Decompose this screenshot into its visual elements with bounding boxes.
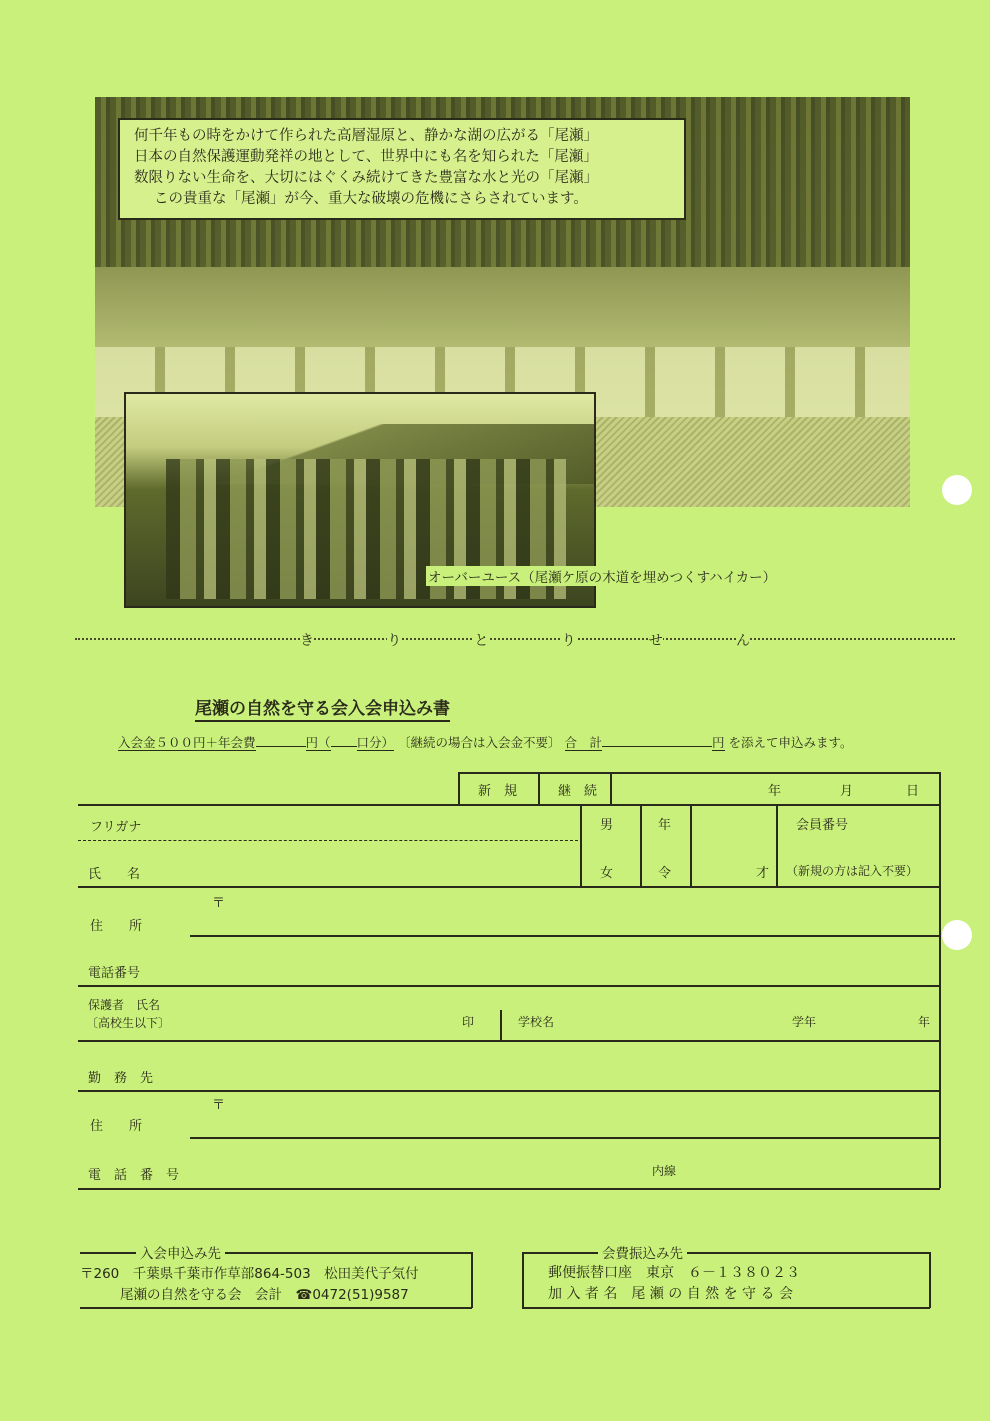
fee-amount-field[interactable]	[256, 746, 306, 747]
label-day: 日	[906, 784, 920, 799]
apply-org: 尾瀬の自然を守る会 会計 ☎0472(51)9587	[120, 1287, 409, 1303]
caption-line-3: 数限りない生命を、大切にはぐくみ続けてきた豊富な水と光の「尾瀬」	[134, 170, 598, 186]
label-work: 勤 務 先	[88, 1071, 154, 1086]
label-sai: 才	[756, 866, 770, 881]
label-month: 月	[840, 784, 854, 799]
fee-total-label: 合 計	[564, 735, 603, 750]
fee-units-field[interactable]	[331, 746, 357, 747]
apply-box-label: 入会申込み先	[136, 1242, 225, 1262]
cut-char: せ	[649, 630, 663, 650]
postal-mark: 〒	[212, 896, 226, 911]
punch-hole-top	[942, 475, 972, 505]
cut-char: り	[387, 630, 401, 650]
work-postal-mark: 〒	[212, 1098, 226, 1113]
fee-note: 〔継続の場合は入会金不要〕	[398, 735, 561, 750]
label-grade-unit: 年	[918, 1015, 931, 1029]
label-year: 年	[768, 784, 782, 799]
label-age-bottom: 令	[658, 866, 672, 881]
label-guardian-note: 〔高校生以下〕	[86, 1016, 171, 1030]
label-furigana: フリガナ	[90, 820, 142, 835]
cut-char: と	[474, 630, 488, 650]
caption-line-4: この貴重な「尾瀬」が今、重大な破壊の危機にさらされています。	[154, 191, 588, 207]
photo-caption: オーバーユース（尾瀬ケ原の木道を埋めつくすハイカー）	[426, 566, 778, 586]
fee-tail: を添えて申込みます。	[728, 735, 853, 750]
label-phone: 電話番号	[88, 966, 141, 981]
cut-char: ん	[736, 630, 750, 650]
label-age-top: 年	[658, 818, 672, 833]
label-female[interactable]: 女	[600, 866, 614, 881]
label-work-phone: 電 話 番 号	[88, 1168, 180, 1183]
apply-address: 〒260 千葉県千葉市作草部864-503 松田美代子気付	[80, 1266, 419, 1282]
fee-total-field[interactable]	[602, 746, 712, 747]
label-member-no: 会員番号	[796, 818, 849, 833]
label-male[interactable]: 男	[600, 818, 614, 833]
label-renew: 継 続	[558, 784, 598, 799]
fee-label: 入会金５００円＋年会費	[118, 735, 256, 750]
label-extension: 内線	[652, 1164, 677, 1178]
label-address: 住 所	[90, 919, 143, 934]
label-work-address: 住 所	[90, 1119, 143, 1134]
label-member-note: （新規の方は記入不要）	[786, 864, 919, 878]
transfer-account: 郵便振替口座 東京 ６－１３８０２３	[548, 1265, 800, 1281]
label-school: 学校名	[518, 1015, 555, 1029]
fee-line	[118, 733, 853, 751]
cut-char: り	[562, 630, 576, 650]
caption-line-2: 日本の自然保護運動発祥の地として、世界中にも名を知られた「尾瀬」	[134, 149, 598, 165]
caption-line-1: 何千年もの時をかけて作られた高層湿原と、静かな湖の広がる「尾瀬」	[134, 128, 598, 144]
transfer-holder: 加 入 者 名 尾 瀬 の 自 然 を 守 る 会	[548, 1286, 793, 1302]
label-guardian: 保護者 氏名	[88, 998, 161, 1012]
fee-yen: 円（	[305, 735, 331, 750]
form-title: 尾瀬の自然を守る会入会申込み書	[195, 694, 450, 722]
fee-units: 口分）	[356, 735, 395, 750]
cut-line-text	[300, 630, 750, 650]
fee-total-yen: 円	[712, 735, 725, 750]
label-name: 氏 名	[88, 867, 141, 882]
transfer-box-label: 会費振込み先	[598, 1242, 687, 1262]
label-new: 新 規	[478, 784, 518, 799]
cut-char: き	[300, 630, 314, 650]
label-grade: 学年	[792, 1015, 817, 1029]
intro-caption-box	[118, 118, 686, 220]
label-seal: 印	[462, 1015, 475, 1029]
punch-hole-bottom	[942, 920, 972, 950]
